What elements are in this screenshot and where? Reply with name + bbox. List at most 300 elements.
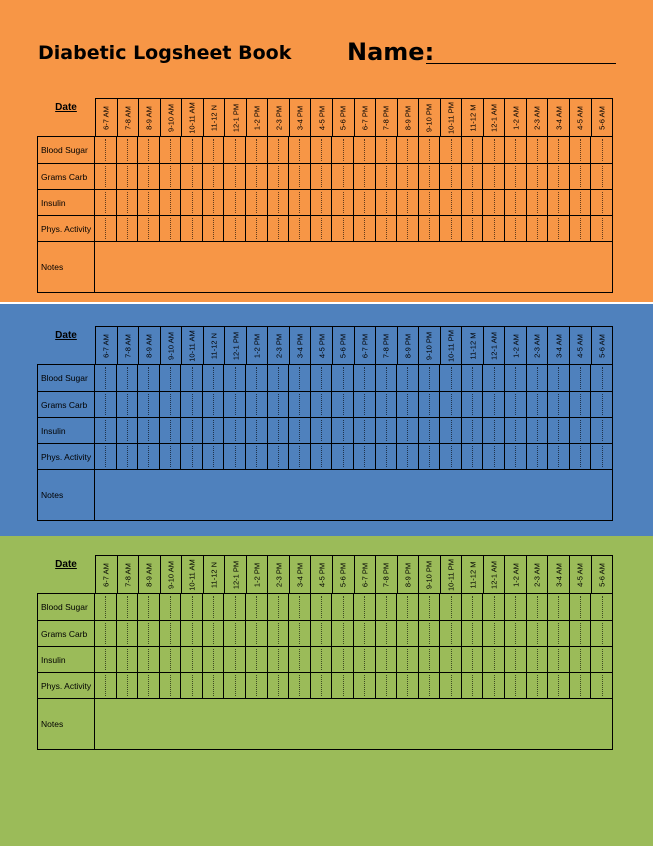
entry-cell[interactable]: [461, 164, 483, 189]
entry-cell[interactable]: [569, 444, 591, 469]
entry-cell[interactable]: [137, 365, 159, 391]
entry-cell[interactable]: [418, 392, 440, 417]
entry-cell[interactable]: [310, 392, 332, 417]
entry-cell[interactable]: [180, 418, 202, 443]
entry-cell[interactable]: [116, 216, 138, 241]
entry-cell[interactable]: [375, 164, 397, 189]
entry-cell[interactable]: [482, 365, 504, 391]
entry-cell[interactable]: [95, 621, 116, 646]
entry-cell[interactable]: [353, 594, 375, 620]
entry-cell[interactable]: [159, 137, 181, 163]
entry-cell[interactable]: [353, 137, 375, 163]
entry-cell[interactable]: [245, 137, 267, 163]
entry-cell[interactable]: [504, 647, 526, 672]
entry-cell[interactable]: [331, 190, 353, 215]
entry-cell[interactable]: [331, 647, 353, 672]
entry-cell[interactable]: [396, 594, 418, 620]
entry-cell[interactable]: [353, 216, 375, 241]
entry-cell[interactable]: [418, 444, 440, 469]
entry-cell[interactable]: [288, 190, 310, 215]
entry-cell[interactable]: [159, 621, 181, 646]
entry-cell[interactable]: [396, 673, 418, 698]
entry-cell[interactable]: [223, 190, 245, 215]
entry-cell[interactable]: [439, 418, 461, 443]
entry-cell[interactable]: [547, 392, 569, 417]
entry-cell[interactable]: [202, 621, 224, 646]
entry-cell[interactable]: [116, 444, 138, 469]
entry-cell[interactable]: [547, 594, 569, 620]
entry-cell[interactable]: [569, 647, 591, 672]
entry-cell[interactable]: [461, 594, 483, 620]
row-label: Phys. Activity: [38, 673, 95, 698]
entry-cell[interactable]: [418, 190, 440, 215]
entry-cell[interactable]: [223, 216, 245, 241]
entry-cell[interactable]: [353, 392, 375, 417]
entry-cell[interactable]: [353, 365, 375, 391]
table-row: [38, 391, 612, 417]
entry-cell[interactable]: [547, 444, 569, 469]
entry-cell[interactable]: [547, 190, 569, 215]
entry-cell[interactable]: [504, 594, 526, 620]
entry-cell[interactable]: [288, 164, 310, 189]
entry-cell[interactable]: [159, 392, 181, 417]
entry-cell[interactable]: [223, 594, 245, 620]
entry-cell[interactable]: [137, 673, 159, 698]
entry-cell[interactable]: [504, 137, 526, 163]
entry-cell[interactable]: [288, 673, 310, 698]
entry-cell[interactable]: [180, 216, 202, 241]
entry-cell[interactable]: [310, 164, 332, 189]
entry-cell[interactable]: [137, 137, 159, 163]
entry-cell[interactable]: [482, 444, 504, 469]
entry-cell[interactable]: [482, 594, 504, 620]
entry-cell[interactable]: [95, 673, 116, 698]
entry-cell[interactable]: [159, 444, 181, 469]
entry-cell[interactable]: [223, 392, 245, 417]
entry-cell[interactable]: [590, 216, 612, 241]
entry-cell[interactable]: [116, 647, 138, 672]
entry-cell[interactable]: [267, 164, 289, 189]
entry-cell[interactable]: [245, 418, 267, 443]
entry-cell[interactable]: [569, 673, 591, 698]
entry-cell[interactable]: [137, 621, 159, 646]
entry-cell[interactable]: [547, 673, 569, 698]
entry-cell[interactable]: [288, 418, 310, 443]
entry-cell[interactable]: [116, 673, 138, 698]
entry-cell[interactable]: [569, 216, 591, 241]
entry-cell[interactable]: [95, 365, 116, 391]
entry-cell[interactable]: [461, 418, 483, 443]
entry-cell[interactable]: [461, 190, 483, 215]
entry-cell[interactable]: [590, 621, 612, 646]
entry-cell[interactable]: [202, 392, 224, 417]
entry-cell[interactable]: [202, 216, 224, 241]
entry-cell[interactable]: [180, 673, 202, 698]
entry-cell[interactable]: [310, 444, 332, 469]
entry-cell[interactable]: [245, 216, 267, 241]
entry-cell[interactable]: [396, 392, 418, 417]
entry-cell[interactable]: [353, 647, 375, 672]
notes-field[interactable]: [95, 470, 612, 520]
entry-cell[interactable]: [288, 392, 310, 417]
entry-cell[interactable]: [526, 418, 548, 443]
entry-cell[interactable]: [310, 647, 332, 672]
entry-cell[interactable]: [375, 418, 397, 443]
entry-cell[interactable]: [375, 444, 397, 469]
entry-cell[interactable]: [590, 137, 612, 163]
entry-cell[interactable]: [504, 621, 526, 646]
entry-cell[interactable]: [223, 444, 245, 469]
entry-cell[interactable]: [310, 418, 332, 443]
entry-cell[interactable]: [504, 365, 526, 391]
entry-cell[interactable]: [439, 137, 461, 163]
entry-cell[interactable]: [547, 137, 569, 163]
entry-cell[interactable]: [288, 137, 310, 163]
entry-cell[interactable]: [159, 418, 181, 443]
entry-cell[interactable]: [116, 392, 138, 417]
entry-cell[interactable]: [439, 164, 461, 189]
entry-cell[interactable]: [310, 216, 332, 241]
entry-cell[interactable]: [116, 621, 138, 646]
entry-cell[interactable]: [180, 190, 202, 215]
entry-cell[interactable]: [267, 365, 289, 391]
entry-cell[interactable]: [137, 164, 159, 189]
entry-cell[interactable]: [180, 647, 202, 672]
entry-cell[interactable]: [590, 647, 612, 672]
entry-cell[interactable]: [547, 216, 569, 241]
entry-cell[interactable]: [569, 392, 591, 417]
entry-cell[interactable]: [159, 365, 181, 391]
entry-cell[interactable]: [202, 673, 224, 698]
entry-cell[interactable]: [418, 647, 440, 672]
entry-cell[interactable]: [526, 392, 548, 417]
entry-cell[interactable]: [202, 164, 224, 189]
notes-field[interactable]: [95, 699, 612, 749]
entry-cell[interactable]: [331, 365, 353, 391]
entry-cell[interactable]: [439, 444, 461, 469]
entry-cell[interactable]: [331, 673, 353, 698]
entry-cell[interactable]: [504, 216, 526, 241]
entry-cell[interactable]: [482, 216, 504, 241]
entry-cell[interactable]: [526, 594, 548, 620]
entry-cell[interactable]: [547, 418, 569, 443]
entry-cell[interactable]: [159, 164, 181, 189]
entry-cell[interactable]: [331, 444, 353, 469]
entry-cell[interactable]: [331, 594, 353, 620]
entry-cell[interactable]: [223, 673, 245, 698]
entry-cell[interactable]: [353, 418, 375, 443]
entry-cell[interactable]: [504, 444, 526, 469]
entry-cell[interactable]: [159, 673, 181, 698]
entry-cell[interactable]: [245, 647, 267, 672]
entry-cell[interactable]: [396, 365, 418, 391]
entry-cell[interactable]: [396, 137, 418, 163]
entry-cell[interactable]: [418, 365, 440, 391]
entry-cell[interactable]: [590, 392, 612, 417]
row-label: Grams Carb: [38, 392, 95, 417]
entry-cell[interactable]: [331, 621, 353, 646]
entry-cell[interactable]: [223, 621, 245, 646]
entry-cell[interactable]: [504, 418, 526, 443]
entry-cell[interactable]: [159, 216, 181, 241]
entry-cell[interactable]: [461, 647, 483, 672]
entry-cell[interactable]: [202, 365, 224, 391]
entry-cell[interactable]: [310, 365, 332, 391]
entry-cell[interactable]: [526, 216, 548, 241]
entry-cell[interactable]: [95, 594, 116, 620]
time-slot-label: 2-3 AM: [532, 562, 542, 587]
entry-cell[interactable]: [569, 137, 591, 163]
entry-cell[interactable]: [526, 621, 548, 646]
entry-cell[interactable]: [137, 190, 159, 215]
entry-cell[interactable]: [396, 621, 418, 646]
entry-cell[interactable]: [245, 673, 267, 698]
entry-cell[interactable]: [461, 673, 483, 698]
entry-cell[interactable]: [375, 365, 397, 391]
entry-cell[interactable]: [116, 418, 138, 443]
entry-cell[interactable]: [418, 216, 440, 241]
entry-cell[interactable]: [159, 647, 181, 672]
entry-cell[interactable]: [202, 418, 224, 443]
entry-cell[interactable]: [180, 444, 202, 469]
entry-cell[interactable]: [482, 418, 504, 443]
entry-cell[interactable]: [288, 444, 310, 469]
entry-cell[interactable]: [547, 647, 569, 672]
entry-cell[interactable]: [180, 137, 202, 163]
entry-cell[interactable]: [267, 216, 289, 241]
entry-cell[interactable]: [202, 594, 224, 620]
entry-cell[interactable]: [95, 418, 116, 443]
entry-cell[interactable]: [418, 137, 440, 163]
entry-cell[interactable]: [202, 190, 224, 215]
entry-cell[interactable]: [418, 621, 440, 646]
entry-cell[interactable]: [331, 216, 353, 241]
entry-cell[interactable]: [482, 392, 504, 417]
entry-cell[interactable]: [353, 190, 375, 215]
entry-cell[interactable]: [310, 621, 332, 646]
entry-cell[interactable]: [439, 647, 461, 672]
entry-cell[interactable]: [116, 190, 138, 215]
entry-cell[interactable]: [95, 190, 116, 215]
entry-cell[interactable]: [223, 164, 245, 189]
entry-cell[interactable]: [288, 647, 310, 672]
entry-cell[interactable]: [245, 444, 267, 469]
entry-cell[interactable]: [331, 392, 353, 417]
entry-cell[interactable]: [353, 444, 375, 469]
entry-cell[interactable]: [310, 190, 332, 215]
entry-cell[interactable]: [396, 216, 418, 241]
entry-cell[interactable]: [267, 647, 289, 672]
entry-cell[interactable]: [590, 673, 612, 698]
entry-cell[interactable]: [418, 673, 440, 698]
entry-cell[interactable]: [439, 365, 461, 391]
entry-cell[interactable]: [116, 164, 138, 189]
entry-cell[interactable]: [202, 444, 224, 469]
entry-cell[interactable]: [375, 190, 397, 215]
entry-cell[interactable]: [439, 190, 461, 215]
entry-cell[interactable]: [439, 594, 461, 620]
entry-cell[interactable]: [526, 647, 548, 672]
entry-cell[interactable]: [526, 164, 548, 189]
entry-cell[interactable]: [310, 673, 332, 698]
entry-cell[interactable]: [526, 673, 548, 698]
entry-cell[interactable]: [331, 164, 353, 189]
entry-cell[interactable]: [547, 365, 569, 391]
entry-cell[interactable]: [547, 164, 569, 189]
entry-cell[interactable]: [267, 392, 289, 417]
entry-cell[interactable]: [461, 216, 483, 241]
entry-cell[interactable]: [310, 137, 332, 163]
entry-cell[interactable]: [353, 164, 375, 189]
entry-cell[interactable]: [267, 418, 289, 443]
entry-cell[interactable]: [526, 365, 548, 391]
entry-cell[interactable]: [504, 673, 526, 698]
entry-cell[interactable]: [396, 444, 418, 469]
entry-cell[interactable]: [223, 137, 245, 163]
entry-cell[interactable]: [439, 673, 461, 698]
entry-cell[interactable]: [504, 164, 526, 189]
entry-cell[interactable]: [245, 621, 267, 646]
entry-cell[interactable]: [504, 190, 526, 215]
entry-cell[interactable]: [245, 164, 267, 189]
entry-cell[interactable]: [375, 216, 397, 241]
entry-cell[interactable]: [159, 594, 181, 620]
entry-cell[interactable]: [288, 594, 310, 620]
entry-cell[interactable]: [180, 621, 202, 646]
entry-cell[interactable]: [95, 216, 116, 241]
entry-cell[interactable]: [267, 621, 289, 646]
entry-cell[interactable]: [223, 365, 245, 391]
entry-cell[interactable]: [245, 392, 267, 417]
entry-cell[interactable]: [95, 137, 116, 163]
entry-cell[interactable]: [504, 392, 526, 417]
entry-cell[interactable]: [418, 594, 440, 620]
entry-cell[interactable]: [396, 418, 418, 443]
entry-cell[interactable]: [180, 164, 202, 189]
entry-cell[interactable]: [569, 594, 591, 620]
entry-cell[interactable]: [375, 392, 397, 417]
entry-cell[interactable]: [116, 594, 138, 620]
entry-cell[interactable]: [547, 621, 569, 646]
entry-cell[interactable]: [590, 444, 612, 469]
entry-cell[interactable]: [482, 673, 504, 698]
entry-cell[interactable]: [590, 418, 612, 443]
entry-cell[interactable]: [461, 365, 483, 391]
entry-cell[interactable]: [267, 190, 289, 215]
entry-cell[interactable]: [95, 164, 116, 189]
entry-cell[interactable]: [418, 164, 440, 189]
entry-cell[interactable]: [95, 392, 116, 417]
entry-cell[interactable]: [180, 365, 202, 391]
entry-cell[interactable]: [245, 190, 267, 215]
entry-cell[interactable]: [267, 594, 289, 620]
entry-cell[interactable]: [331, 137, 353, 163]
entry-cell[interactable]: [288, 621, 310, 646]
entry-cell[interactable]: [482, 164, 504, 189]
entry-cell[interactable]: [590, 190, 612, 215]
entry-cell[interactable]: [526, 190, 548, 215]
notes-field[interactable]: [95, 242, 612, 292]
entry-cell[interactable]: [482, 647, 504, 672]
time-slot-header: [354, 99, 376, 136]
entry-cell[interactable]: [331, 418, 353, 443]
entry-cell[interactable]: [223, 647, 245, 672]
entry-cell[interactable]: [267, 137, 289, 163]
entry-cell[interactable]: [569, 190, 591, 215]
entry-cell[interactable]: [95, 647, 116, 672]
entry-cell[interactable]: [180, 392, 202, 417]
entry-cell[interactable]: [375, 594, 397, 620]
entry-cell[interactable]: [569, 164, 591, 189]
entry-cell[interactable]: [375, 647, 397, 672]
entry-cell[interactable]: [137, 647, 159, 672]
entry-cell[interactable]: [461, 621, 483, 646]
entry-cell[interactable]: [223, 418, 245, 443]
entry-cell[interactable]: [159, 190, 181, 215]
entry-cell[interactable]: [461, 444, 483, 469]
time-slot-label: 6-7 AM: [101, 562, 111, 587]
entry-cell[interactable]: [439, 216, 461, 241]
entry-cell[interactable]: [267, 673, 289, 698]
entry-cell[interactable]: [461, 392, 483, 417]
entry-cell[interactable]: [569, 621, 591, 646]
entry-cell[interactable]: [202, 647, 224, 672]
entry-cell[interactable]: [375, 137, 397, 163]
entry-cell[interactable]: [353, 673, 375, 698]
entry-cell[interactable]: [590, 164, 612, 189]
entry-cell[interactable]: [439, 392, 461, 417]
entry-cell[interactable]: [418, 418, 440, 443]
entry-cell[interactable]: [288, 365, 310, 391]
entry-cell[interactable]: [375, 673, 397, 698]
entry-cell[interactable]: [310, 594, 332, 620]
entry-cell[interactable]: [482, 621, 504, 646]
entry-cell[interactable]: [95, 444, 116, 469]
entry-cell[interactable]: [353, 621, 375, 646]
entry-cell[interactable]: [137, 392, 159, 417]
entry-cell[interactable]: [137, 418, 159, 443]
entry-cell[interactable]: [590, 365, 612, 391]
name-field-line[interactable]: [426, 63, 616, 64]
entry-cell[interactable]: [116, 365, 138, 391]
entry-cell[interactable]: [396, 647, 418, 672]
entry-cell[interactable]: [375, 621, 397, 646]
entry-cell[interactable]: [461, 137, 483, 163]
entry-cell[interactable]: [245, 594, 267, 620]
entry-cell[interactable]: [569, 418, 591, 443]
entry-cell[interactable]: [526, 137, 548, 163]
entry-cell[interactable]: [396, 164, 418, 189]
entry-cell[interactable]: [526, 444, 548, 469]
entry-cell[interactable]: [288, 216, 310, 241]
entry-cell[interactable]: [439, 621, 461, 646]
log-grid: [37, 593, 613, 750]
entry-cell[interactable]: [137, 594, 159, 620]
entry-cell[interactable]: [590, 594, 612, 620]
entry-cell[interactable]: [569, 365, 591, 391]
entry-cell[interactable]: [482, 190, 504, 215]
entry-cell[interactable]: [180, 594, 202, 620]
entry-cell[interactable]: [482, 137, 504, 163]
entry-cell[interactable]: [137, 216, 159, 241]
entry-cell[interactable]: [202, 137, 224, 163]
entry-cell[interactable]: [116, 137, 138, 163]
entry-cell[interactable]: [245, 365, 267, 391]
entry-cell[interactable]: [137, 444, 159, 469]
entry-cell[interactable]: [396, 190, 418, 215]
entry-cell[interactable]: [267, 444, 289, 469]
time-header: [95, 326, 613, 364]
